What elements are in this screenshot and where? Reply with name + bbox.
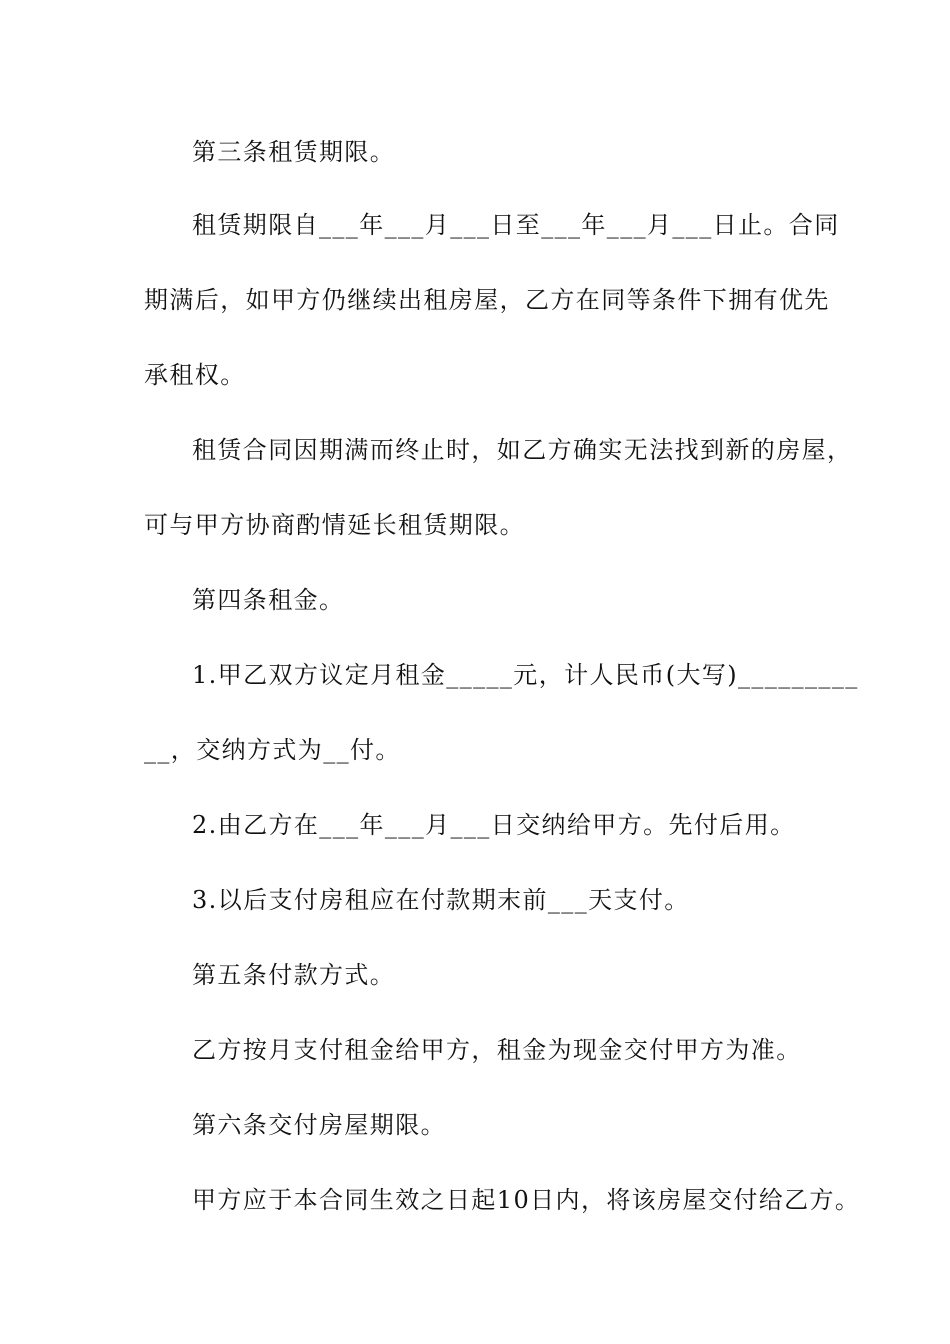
article-5-heading: 第五条付款方式。 — [192, 961, 396, 989]
rent-clause-1-cont: __，交纳方式为__付。 — [144, 736, 401, 764]
lease-term-text: 租赁期限自___年___月___日至___年___月___日止。合同 — [192, 211, 840, 239]
rent-clause-2: 2.由乙方在___年___月___日交纳给甲方。先付后用。 — [192, 811, 796, 839]
article-3-heading: 第三条租赁期限。 — [192, 138, 396, 166]
handover-deadline-text: 甲方应于本合同生效之日起10日内，将该房屋交付给乙方。 — [192, 1186, 861, 1214]
lease-extension-text-cont: 可与甲方协商酌情延长租赁期限。 — [144, 511, 525, 539]
lease-term-text-end: 承租权。 — [144, 361, 246, 389]
rent-clause-1: 1.甲乙双方议定月租金_____元，计人民币(大写)_________ — [192, 661, 859, 689]
payment-method-text: 乙方按月支付租金给甲方，租金为现金交付甲方为准。 — [192, 1036, 802, 1064]
lease-term-text-cont: 期满后，如甲方仍继续出租房屋，乙方在同等条件下拥有优先 — [144, 286, 830, 314]
lease-extension-text: 租赁合同因期满而终止时，如乙方确实无法找到新的房屋， — [192, 436, 853, 464]
rent-clause-3: 3.以后支付房租应在付款期末前___天支付。 — [192, 886, 690, 914]
article-4-heading: 第四条租金。 — [192, 586, 345, 614]
article-6-heading: 第六条交付房屋期限。 — [192, 1111, 446, 1139]
